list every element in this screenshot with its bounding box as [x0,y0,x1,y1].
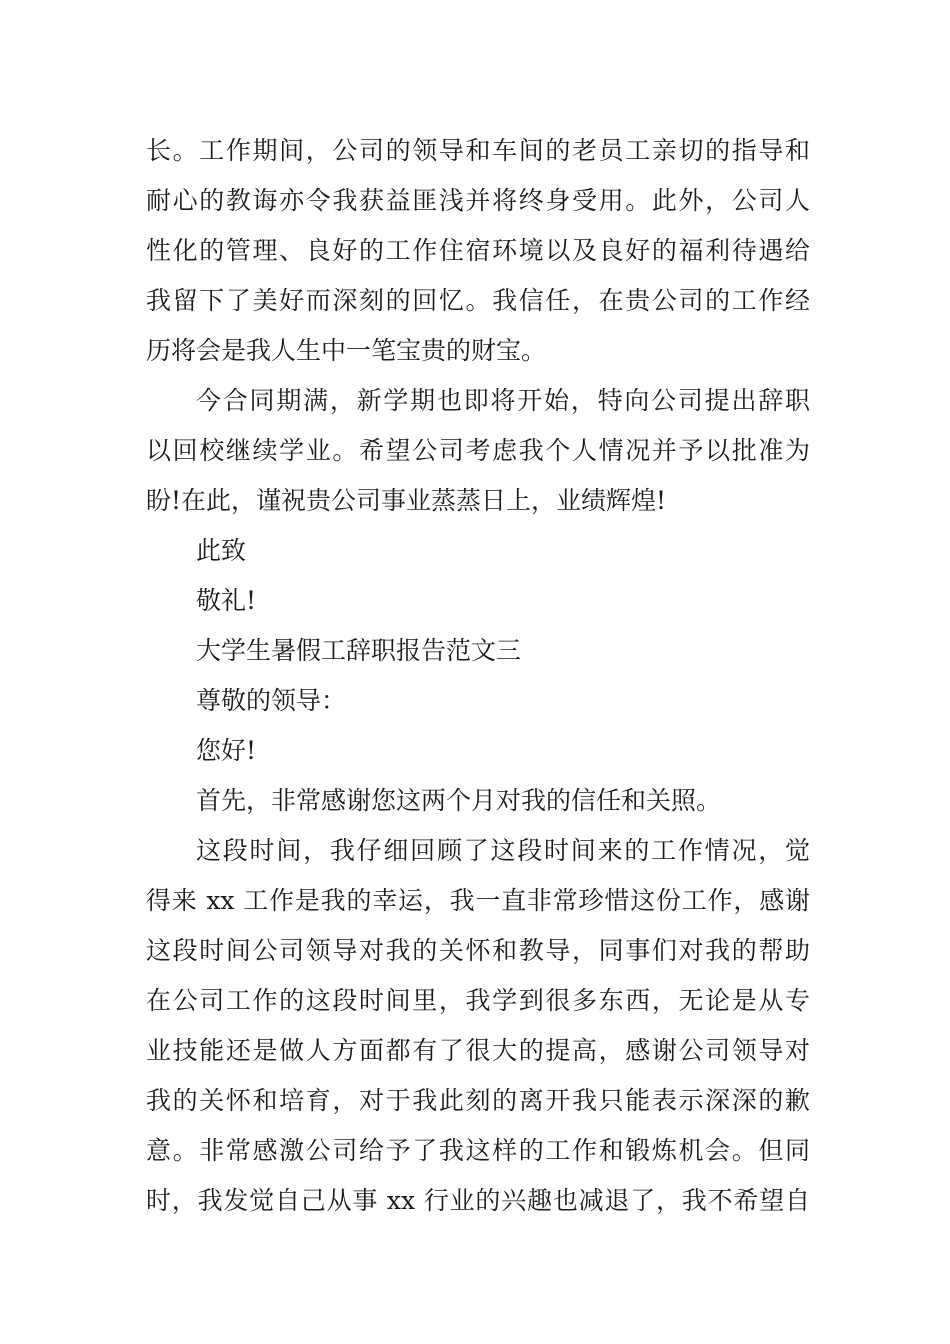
text-line: 历将会是我人生中一笔宝贵的财宝。 [146,336,547,365]
text-line: 尊敬的领导： [196,686,347,715]
letter-greeting [146,726,810,776]
text-line: 性化的管理、良好的工作住宿环境以及良好的福利待遇给 [146,236,810,265]
text-line: 我留下了美好而深刻的回忆。我信任，在贵公司的工作经 [146,286,810,315]
text-line: 长。工作期间，公司的领导和车间的老员工亲切的指导和 [146,136,810,165]
letter-addressee [146,676,810,726]
paragraph-gratitude [146,126,810,376]
text-line: 意。非常感激公司给予了我这样的工作和锻炼机会。但同 [146,1136,810,1165]
text-line: 业技能还是做人方面都有了很大的提高，感谢公司领导对 [146,1036,810,1065]
text-line: 今合同期满，新学期也即将开始，特向公司提出辞职 [196,386,810,415]
closing-regards [146,576,810,626]
text-line: 我的关怀和培育，对于我此刻的离开我只能表示深深的歉 [146,1086,810,1115]
text-line: 敬礼! [196,586,257,615]
document-body [146,126,810,1226]
paragraph-resignation-request [146,376,810,526]
text-line: 首先，非常感谢您这两个月对我的信任和关照。 [196,786,722,815]
closing-salutation [146,526,810,576]
text-line: 在公司工作的这段时间里，我学到很多东西，无论是从专 [146,986,810,1015]
text-line: 此致 [196,536,247,565]
text-line: 盼!在此，谨祝贵公司事业蒸蒸日上，业绩辉煌! [146,486,667,515]
text-line: 以回校继续学业。希望公司考虑我个人情况并予以批准为 [146,436,810,465]
section-heading [146,626,810,676]
text-line: 这段时间公司领导对我的关怀和教导，同事们对我的帮助 [146,936,810,965]
text-line: 这段时间，我仔细回顾了这段时间来的工作情况，觉 [196,836,810,865]
paragraph-reflection [146,826,810,1226]
text-line: 得来 xx 工作是我的幸运，我一直非常珍惜这份工作，感谢 [146,886,810,915]
section-title: 大学生暑假工辞职报告范文三 [196,636,522,665]
paragraph-thanks [146,776,810,826]
text-line: 时，我发觉自己从事 xx 行业的兴趣也减退了，我不希望自 [146,1186,810,1215]
text-line: 您好! [196,736,257,765]
text-line: 耐心的教诲亦令我获益匪浅并将终身受用。此外，公司人 [146,186,810,215]
